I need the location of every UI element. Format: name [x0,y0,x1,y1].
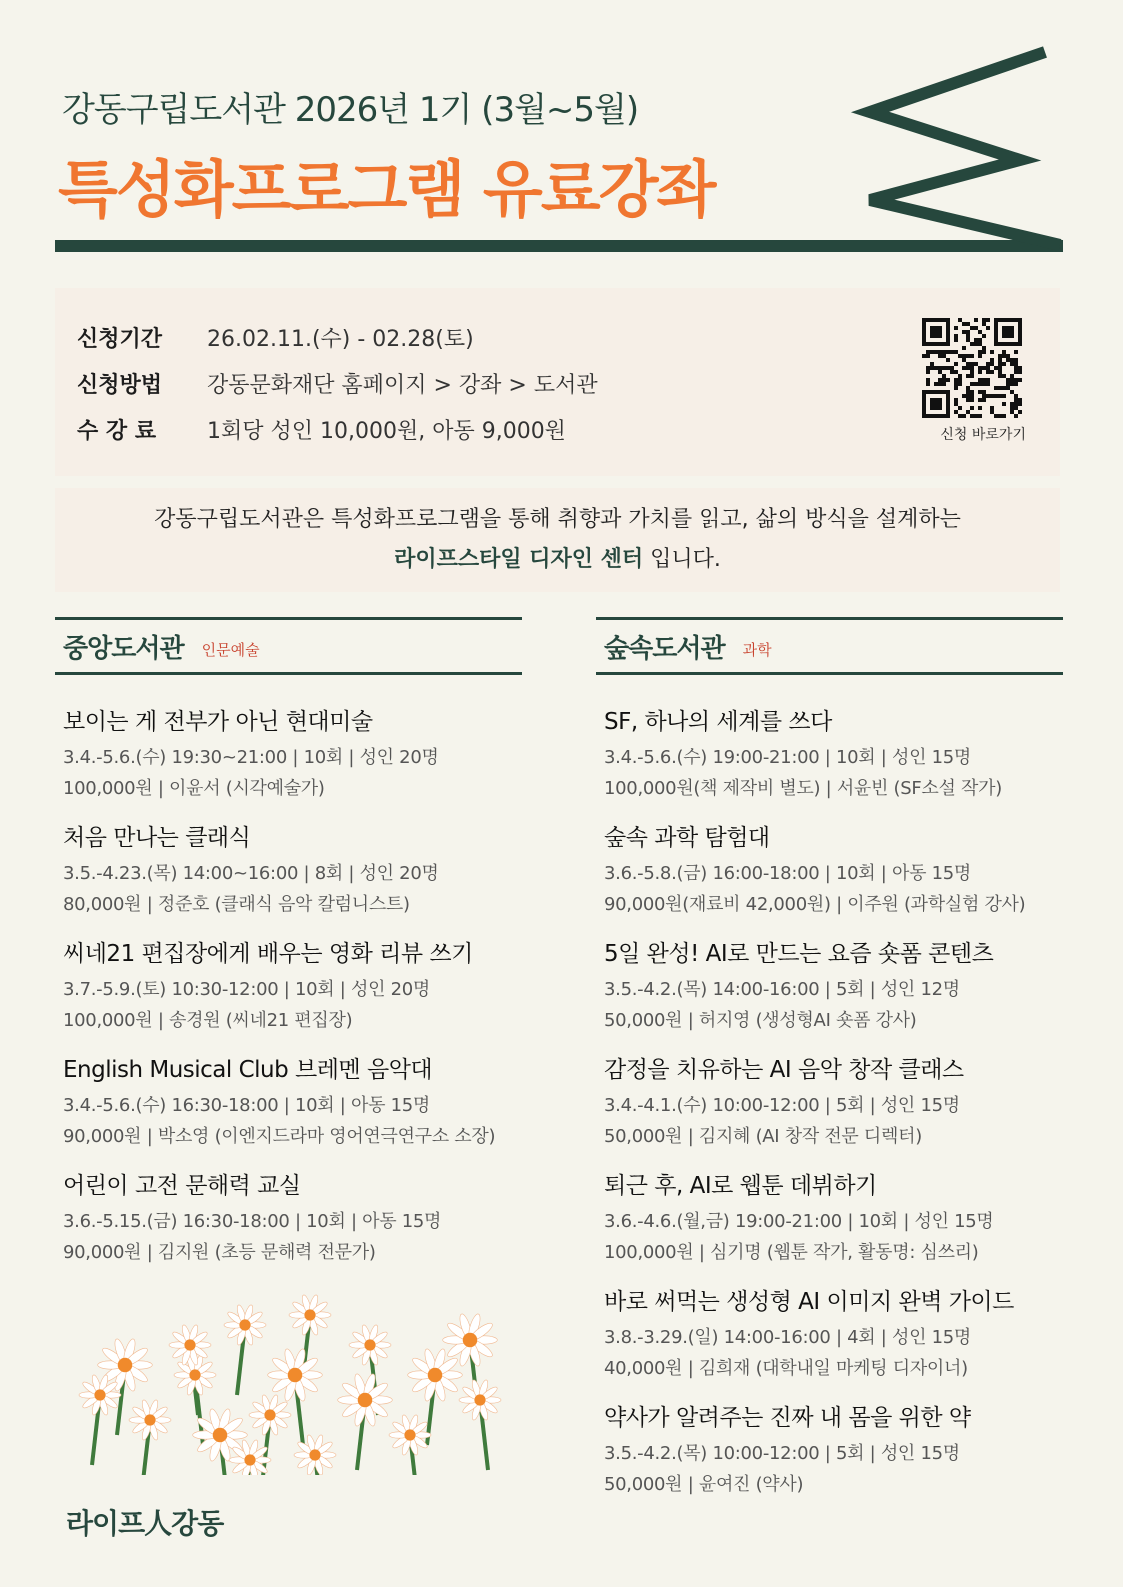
program-detail: 40,000원 | 김희재 (대학내일 마케팅 디자이너) [604,1358,968,1379]
zigzag-decoration [840,40,1070,255]
program-detail: 100,000원 | 이윤서 (시각예술가) [63,778,325,799]
program-schedule: 3.8.-3.29.(일) 14:00-16:00 | 4회 | 성인 15명 [604,1327,971,1348]
program-item [604,1283,1074,1384]
program-item [63,935,533,1036]
program-title: 보이는 게 전부가 아닌 현대미술 [63,709,373,735]
library-name: 중앙도서관 [63,633,184,664]
program-schedule: 3.7.-5.9.(토) 10:30-12:00 | 10회 | 성인 20명 [63,979,430,1000]
column-header [596,617,1063,675]
program-title: 씨네21 편집장에게 배우는 영화 리뷰 쓰기 [63,941,473,967]
program-title: 처음 만나는 클래식 [63,825,251,851]
program-item [63,819,533,920]
program-title: 어린이 고전 문해력 교실 [63,1173,301,1199]
library-name: 숲속도서관 [604,633,725,664]
program-detail: 100,000원 | 심기명 (웹툰 작가, 활동명: 심쓰리) [604,1242,979,1263]
info-row-method [77,368,598,399]
program-detail: 50,000원 | 윤여진 (약사) [604,1474,804,1495]
program-item [604,703,1074,804]
poster-title: 특성화프로그램 유료강좌 [58,153,715,226]
qr-code[interactable] [922,318,1022,418]
info-value: 26.02.11.(수) - 02.28(토) [207,327,474,352]
intro-panel [55,488,1060,592]
daisy-flower [338,1373,393,1427]
program-detail: 80,000원 | 정준호 (클래식 음악 칼럼니스트) [63,894,410,915]
info-key: 신청방법 [77,373,163,398]
flowers-illustration [70,1285,530,1475]
info-value: 1회당 성인 10,000원, 아동 9,000원 [207,419,566,444]
poster-subtitle: 강동구립도서관 2026년 1기 (3월~5월) [62,90,639,130]
qr-label[interactable]: 신청 바로가기 [940,427,1026,443]
library-category: 인문예술 [201,640,260,659]
program-schedule: 3.5.-4.2.(목) 10:00-12:00 | 5회 | 성인 15명 [604,1443,960,1464]
program-schedule: 3.4.-5.6.(수) 19:00-21:00 | 10회 | 성인 15명 [604,747,971,768]
lifestyle-gangdong-logo: 라이프人강동 [66,1507,224,1540]
program-detail: 100,000원(책 제작비 별도) | 서윤빈 (SF소설 작가) [604,778,1002,799]
daisy-flower [268,1348,323,1402]
info-row-period [77,322,474,353]
program-item [604,1399,1074,1500]
column-central-library [55,617,522,1263]
program-detail: 90,000원 | 박소영 (이엔지드라마 영어연극연구소 소장) [63,1126,496,1147]
program-title: English Musical Club 브레멘 음악대 [63,1057,433,1083]
program-detail: 90,000원 | 김지원 (초등 문해력 전문가) [63,1242,376,1263]
program-item [604,1051,1074,1152]
intro-line1: 강동구립도서관은 특성화프로그램을 통해 취향과 가치를 읽고, 삶의 방식을 설계하는 [154,507,961,532]
program-schedule: 3.6.-5.15.(금) 16:30-18:00 | 10회 | 아동 15명 [63,1211,442,1232]
program-title: 약사가 알려주는 진짜 내 몸을 위한 약 [604,1405,971,1431]
program-item [604,819,1074,920]
program-schedule: 3.4.-5.6.(수) 16:30-18:00 | 10회 | 아동 15명 [63,1095,430,1116]
program-schedule: 3.6.-4.6.(월,금) 19:00-21:00 | 10회 | 성인 15명 [604,1211,994,1232]
application-info-panel [55,288,1060,476]
program-schedule: 3.4.-4.1.(수) 10:00-12:00 | 5회 | 성인 15명 [604,1095,960,1116]
info-key: 신청기간 [77,327,163,352]
info-value: 강동문화재단 홈페이지 > 강좌 > 도서관 [207,373,598,398]
program-title: 바로 써먹는 생성형 AI 이미지 완벽 가이드 [604,1289,1014,1315]
program-item [63,703,533,804]
program-schedule: 3.5.-4.23.(목) 14:00~16:00 | 8회 | 성인 20명 [63,863,439,884]
program-title: 숲속 과학 탐험대 [604,825,770,851]
intro-suffix: 입니다. [643,547,721,572]
program-detail: 100,000원 | 송경원 (씨네21 편집장) [63,1010,353,1031]
intro-highlight: 라이프스타일 디자인 센터 [394,547,644,572]
info-key: 수 강 료 [77,419,157,444]
program-title: SF, 하나의 세계를 쓰다 [604,709,832,735]
program-title: 감정을 치유하는 AI 음악 창작 클래스 [604,1057,964,1083]
program-schedule: 3.6.-5.8.(금) 16:00-18:00 | 10회 | 아동 15명 [604,863,971,884]
program-item [63,1051,533,1152]
program-schedule: 3.5.-4.2.(목) 14:00-16:00 | 5회 | 성인 12명 [604,979,960,1000]
program-schedule: 3.4.-5.6.(수) 19:30~21:00 | 10회 | 성인 20명 [63,747,439,768]
info-row-fee [77,414,566,445]
column-header [55,617,522,675]
column-forest-library [596,617,1063,1495]
program-title: 5일 완성! AI로 만드는 요즘 숏폼 콘텐츠 [604,941,994,967]
program-title: 퇴근 후, AI로 웹툰 데뷔하기 [604,1173,877,1199]
program-detail: 50,000원 | 허지영 (생성형AI 숏폼 강사) [604,1010,917,1031]
program-detail: 90,000원(재료비 42,000원) | 이주원 (과학실험 강사) [604,894,1026,915]
library-category: 과학 [742,640,772,659]
intro-line2 [55,540,1060,580]
program-detail: 50,000원 | 김지혜 (AI 창작 전문 디렉터) [604,1126,922,1147]
program-item [604,935,1074,1036]
program-item [63,1167,533,1268]
program-item [604,1167,1074,1268]
